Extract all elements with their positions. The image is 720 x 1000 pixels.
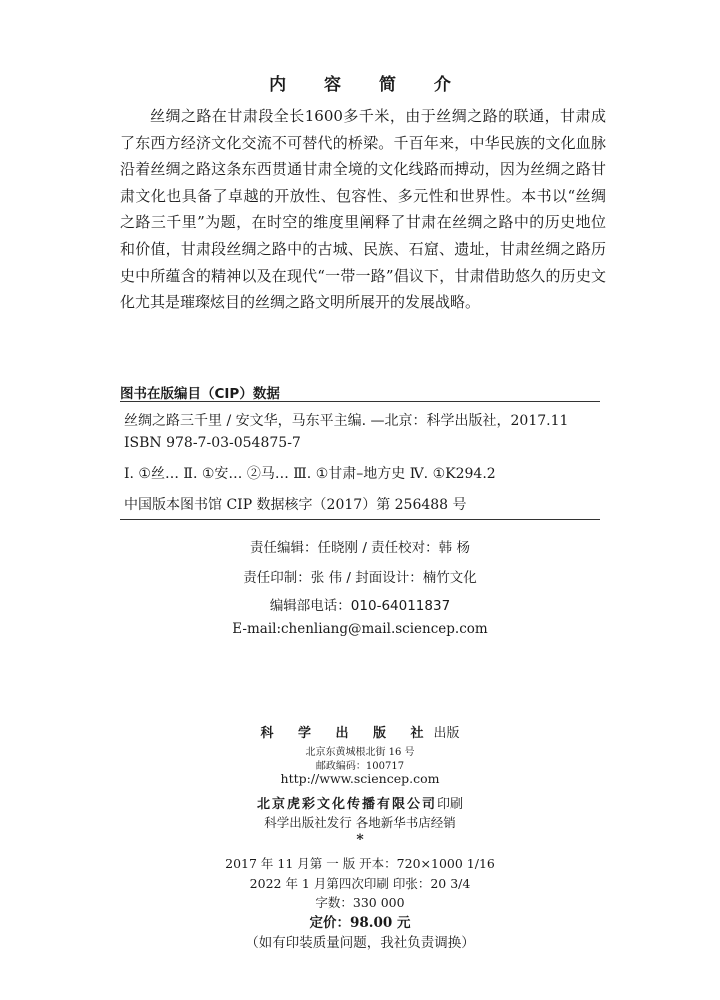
distribution-line: 科学出版社发行 各地新华书店经销 [264,815,456,830]
publisher-website: http://www.sciencep.com [280,771,440,786]
price-line [0,911,720,931]
edition-line: 2017 年 11 月第 一 版 开本：720×1000 1/16 [225,856,495,871]
cip-classification-line: Ⅰ. ①丝… Ⅱ. ①安… ②马… Ⅲ. ①甘肃–地方史 Ⅳ. ①K294.2 [124,466,496,482]
price-label: 定价： [309,915,350,931]
printer-suffix: 印刷 [437,797,464,812]
word-count: 字数：330 000 [315,895,405,910]
cip-bottom-rule [120,519,600,520]
separator-star: * [356,832,364,848]
reprint-line: 2022 年 1 月第四次印刷 印张：20 3/4 [249,876,471,891]
cip-record-number: 中国版本图书馆 CIP 数据核字（2017）第 256488 号 [124,497,467,513]
publisher-postcode: 邮政编码：100717 [315,761,405,772]
publisher-address: 北京东黄城根北街 16 号 [305,747,415,758]
publisher-name [0,722,720,741]
editorial-email: E-mail:chenliang@mail.sciencep.com [232,621,488,637]
price-value: 98.00 元 [350,915,411,931]
quality-notice: （如有印装质量问题，我社负责调换） [245,935,475,951]
printer-name-text: 北京虎彩文化传播有限公司 [256,797,437,812]
intro-body: 丝绸之路在甘肃段全长1600多千米，由于丝绸之路的联通，甘肃成了东西方经济文化交流不可替代的桥梁。千百年来，中华民族的文化血脉沿着丝绸之路这条东西贯通甘肃全境的文化线路而搏动，因为丝绸之路甘肃文化也具备了卓越的开放性、包容性、多元性和世界性。本书以“丝绸之路三千里”为题，在时空的维度里阐释了甘肃在丝绸之路中的历史地位和价值，甘肃段丝绸之路中的古城、民族、石窟、遗址，甘肃丝绸之路历史中所蕴含的精神以及在现代“一带一路”倡议下，甘肃借助悠久的历史文化尤其是璀璨炫目的丝绸之路文明所展开的发展战略。 [120,107,606,312]
intro-title: 内 容 简 介 [269,75,467,95]
credit-editor: 责任编辑：任晓刚 / 责任校对：韩 杨 [250,540,470,556]
cip-top-rule [120,401,600,402]
publisher-suffix: 出版 [433,726,460,741]
publisher-name-text: 科 学 出 版 社 [260,726,434,741]
cip-title-line: 丝绸之路三千里 / 安文华，马东平主编. —北京：科学出版社，2017.11 [124,413,569,429]
editorial-phone: 编辑部电话：010-64011837 [269,598,451,614]
cip-isbn-line: ISBN 978-7-03-054875-7 [124,435,301,451]
credit-printing: 责任印制：张 伟 / 封面设计：楠竹文化 [243,570,477,586]
printer-name [0,793,720,812]
cip-heading: 图书在版编目（CIP）数据 [120,386,280,402]
